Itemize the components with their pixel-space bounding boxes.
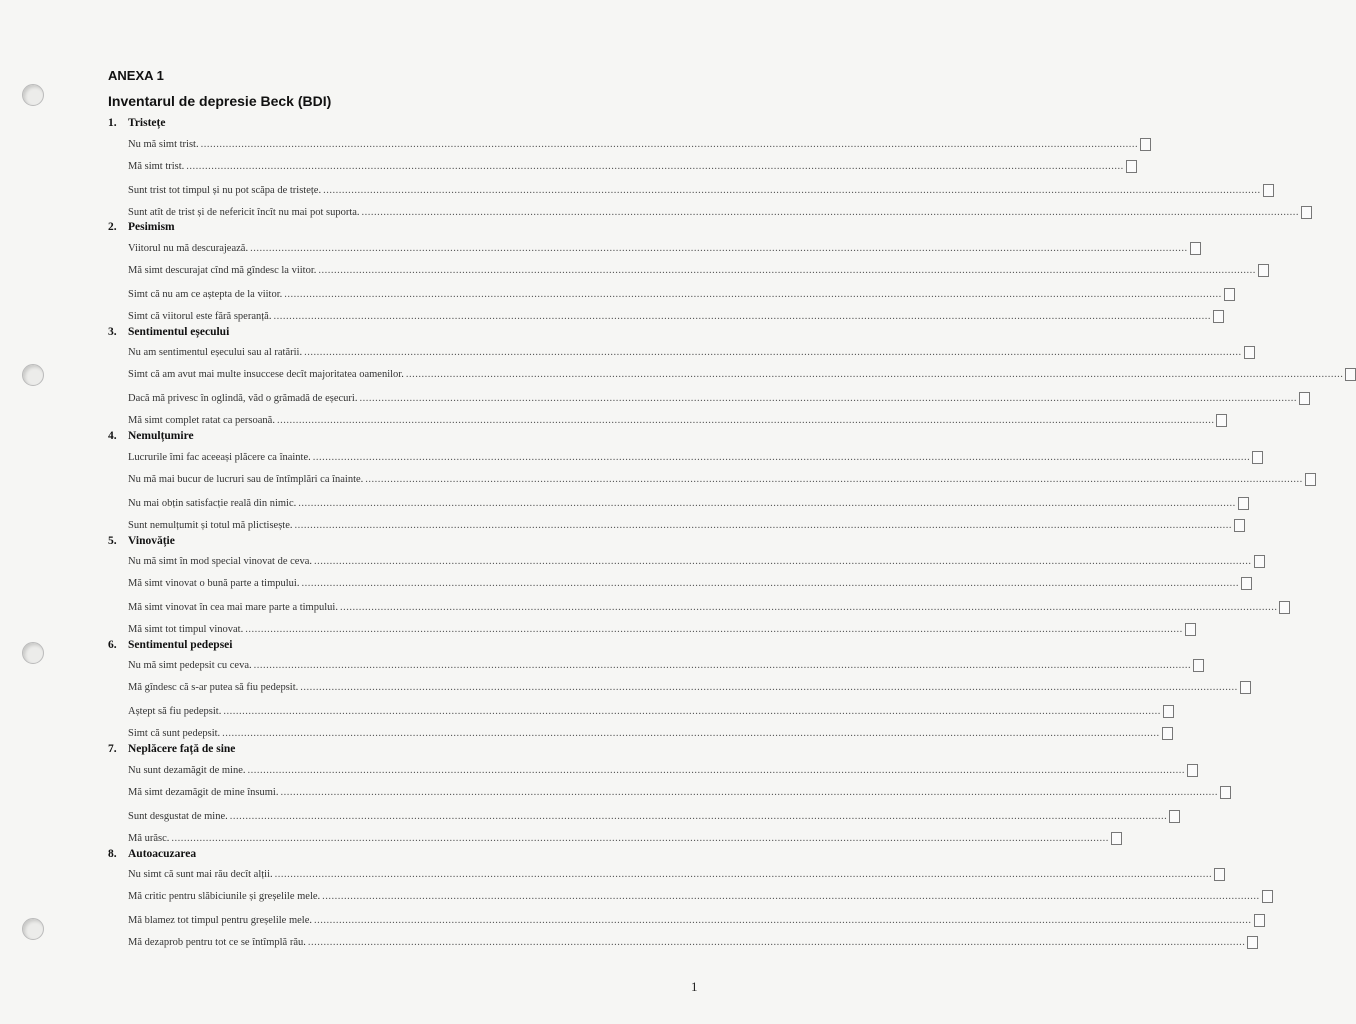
answer-text: Nu mai obțin satisfacție reală din nimic. <box>128 497 297 509</box>
dot-leader: ............................................................................................................................................................................................................................................................................................................ <box>280 786 1218 798</box>
section-title: Sentimentul eșecului <box>128 325 230 338</box>
dot-leader: ............................................................................................................................................................................................................................................................................................................ <box>250 242 1188 254</box>
answer-text: Mă blamez tot timpul pentru greșelile mele. <box>128 915 312 927</box>
answer-checkbox[interactable] <box>1299 392 1310 405</box>
answer-checkbox[interactable] <box>1252 451 1263 464</box>
dot-leader: ............................................................................................................................................................................................................................................................................................................ <box>304 347 1242 359</box>
answer-option <box>128 345 1242 361</box>
section-number: 6. <box>108 638 117 651</box>
section-title: Tristețe <box>128 117 166 129</box>
answer-checkbox[interactable] <box>1234 519 1245 532</box>
section-number: 2. <box>108 221 117 234</box>
answer-text: Lucrurile îmi fac aceeași plăcere ca înainte. <box>128 451 311 463</box>
answer-text: Mă urăsc. <box>128 832 170 844</box>
binder-hole-top <box>22 84 44 106</box>
answer-option <box>128 554 1252 570</box>
answer-option <box>128 308 1211 324</box>
answer-checkbox[interactable] <box>1241 577 1252 590</box>
answer-option <box>128 726 1160 742</box>
dot-leader: ............................................................................................................................................................................................................................................................................................................ <box>223 706 1161 718</box>
answer-option <box>128 158 1124 174</box>
answer-option <box>128 576 1239 592</box>
dot-leader: ............................................................................................................................................................................................................................................................................................................ <box>253 660 1192 672</box>
answer-checkbox[interactable] <box>1305 473 1316 486</box>
answer-text: Mă gîndesc că s-ar putea să fiu pedepsit. <box>128 682 299 694</box>
answer-text: Sunt desgustat de mine. <box>128 810 228 822</box>
answer-text: Nu am sentimentul eșecului sau al ratării. <box>128 347 303 359</box>
answer-text: Nu sunt dezamăgit de mine. <box>128 764 246 776</box>
dot-leader: ............................................................................................................................................................................................................................................................................................................ <box>323 184 1261 196</box>
section-title: Pesimism <box>128 221 175 234</box>
dot-leader: ............................................................................................................................................................................................................................................................................................................ <box>405 369 1344 381</box>
page-title: Inventarul de depresie Beck (BDI) <box>108 93 332 109</box>
answer-checkbox[interactable] <box>1216 414 1227 427</box>
answer-option <box>128 413 1215 429</box>
dot-leader: ............................................................................................................................................................................................................................................................................................................ <box>318 264 1256 276</box>
answer-text: Mă simt dezamăgit de mine însumi. <box>128 786 279 798</box>
dot-leader: ............................................................................................................................................................................................................................................................................................................ <box>274 869 1213 881</box>
answer-checkbox[interactable] <box>1254 555 1265 568</box>
answer-text: Mă simt tot timpul vinovat. <box>128 624 244 636</box>
page-number: 1 <box>691 979 698 994</box>
answer-option <box>128 136 1139 152</box>
answer-checkbox[interactable] <box>1214 868 1225 881</box>
answer-option <box>128 784 1218 800</box>
answer-text: Mă dezaprob pentru tot ce se întîmplă rău. <box>128 937 306 949</box>
answer-text: Simt că am avut mai multe insuccese decît majoritatea oamenilor. <box>128 369 404 381</box>
answer-checkbox[interactable] <box>1263 184 1274 197</box>
section-heading <box>108 534 603 548</box>
binder-hole-lower-middle <box>22 642 44 664</box>
section-heading <box>108 429 603 443</box>
answer-option <box>128 867 1213 883</box>
answer-text: Aștept să fiu pedepsit. <box>128 706 222 718</box>
section-title: Autoacuzarea <box>128 847 197 860</box>
answer-text: Sunt atît de trist și de nefericit încît nu mai pot suporta. <box>128 206 360 218</box>
section-6 <box>108 638 1238 742</box>
section-heading <box>108 116 603 130</box>
dot-leader: ............................................................................................................................................................................................................................................................................................................ <box>300 682 1238 694</box>
answer-text: Sunt trist tot timpul și nu pot scăpa de tristețe. <box>128 184 322 196</box>
section-7 <box>108 742 1218 846</box>
answer-text: Viitorul nu mă descurajează. <box>128 242 249 254</box>
answer-text: Mă simt complet ratat ca persoană. <box>128 415 275 427</box>
answer-option <box>128 286 1222 302</box>
answer-checkbox[interactable] <box>1193 659 1204 672</box>
answer-text: Mă simt descurajat cînd mă gîndesc la viitor. <box>128 264 317 276</box>
dot-leader: ............................................................................................................................................................................................................................................................................................................ <box>301 578 1239 590</box>
answer-text: Simt că viitorul este fără speranță. <box>128 310 272 322</box>
answer-checkbox[interactable] <box>1254 914 1265 927</box>
answer-text: Dacă mă privesc în oglindă, văd o grămadă de eșecuri. <box>128 393 358 405</box>
answer-checkbox[interactable] <box>1190 242 1201 255</box>
answer-text: Nu simt că sunt mai rău decît alții. <box>128 869 273 881</box>
dot-leader: ............................................................................................................................................................................................................................................................................................................ <box>307 937 1246 949</box>
answer-option <box>128 495 1236 511</box>
dot-leader: ............................................................................................................................................................................................................................................................................................................ <box>314 915 1252 927</box>
dot-leader: ............................................................................................................................................................................................................................................................................................................ <box>284 288 1222 300</box>
answer-option <box>128 808 1168 824</box>
answer-option <box>128 830 1109 846</box>
answer-text: Mă simt vinovat o bună parte a timpului. <box>128 578 300 590</box>
questionnaire <box>108 116 1344 951</box>
answer-checkbox[interactable] <box>1238 497 1249 510</box>
section-8 <box>108 847 1260 951</box>
answer-option <box>128 680 1238 696</box>
section-heading <box>108 325 603 339</box>
answer-option <box>128 762 1186 778</box>
binder-hole-upper-middle <box>22 364 44 386</box>
answer-option <box>128 913 1252 929</box>
answer-text: Nu mă simt trist. <box>128 138 199 150</box>
answer-text: Nu mă simt în mod special vinovat de ceva. <box>128 556 312 568</box>
answer-option <box>128 704 1161 720</box>
answer-checkbox[interactable] <box>1169 810 1180 823</box>
dot-leader: ............................................................................................................................................................................................................................................................................................................ <box>365 473 1303 485</box>
section-number: 5. <box>108 534 117 547</box>
dot-leader: ............................................................................................................................................................................................................................................................................................................ <box>359 393 1297 405</box>
answer-option <box>128 262 1256 278</box>
dot-leader: ............................................................................................................................................................................................................................................................................................................ <box>361 206 1300 218</box>
answer-text: Nu mă mai bucur de lucruri sau de întîmplări ca înainte. <box>128 473 364 485</box>
section-4 <box>108 429 1303 533</box>
section-title: Vinovăție <box>128 534 175 547</box>
section-number: 4. <box>108 430 117 443</box>
answer-checkbox[interactable] <box>1220 786 1231 799</box>
answer-checkbox[interactable] <box>1301 206 1312 219</box>
answer-checkbox[interactable] <box>1240 681 1251 694</box>
dot-leader: ............................................................................................................................................................................................................................................................................................................ <box>276 415 1215 427</box>
answer-checkbox[interactable] <box>1187 764 1198 777</box>
answer-checkbox[interactable] <box>1185 623 1196 636</box>
section-1 <box>108 116 1300 220</box>
dot-leader: ............................................................................................................................................................................................................................................................................................................ <box>222 728 1160 740</box>
answer-option <box>128 204 1300 220</box>
dot-leader: ............................................................................................................................................................................................................................................................................................................ <box>245 624 1183 636</box>
answer-option <box>128 391 1297 407</box>
dot-leader: ............................................................................................................................................................................................................................................................................................................ <box>171 832 1109 844</box>
answer-checkbox[interactable] <box>1244 346 1255 359</box>
section-title: Sentimentul pedepsei <box>128 638 233 651</box>
section-number: 8. <box>108 847 117 860</box>
dot-leader: ............................................................................................................................................................................................................................................................................................................ <box>322 891 1260 903</box>
answer-option <box>128 935 1246 951</box>
answer-option <box>128 658 1192 674</box>
annex-label: ANEXA 1 <box>108 68 164 83</box>
section-title: Nemulțumire <box>128 430 194 443</box>
answer-option <box>128 240 1188 256</box>
answer-option <box>128 517 1232 533</box>
dot-leader: ............................................................................................................................................................................................................................................................................................................ <box>339 602 1278 614</box>
answer-checkbox[interactable] <box>1262 890 1273 903</box>
answer-option <box>128 471 1303 487</box>
dot-leader: ............................................................................................................................................................................................................................................................................................................ <box>312 451 1251 463</box>
answer-text: Mă simt trist. <box>128 160 185 172</box>
answer-text: Simt că sunt pedepsit. <box>128 728 221 740</box>
answer-option <box>128 182 1261 198</box>
section-number: 3. <box>108 325 117 338</box>
dot-leader: ............................................................................................................................................................................................................................................................................................................ <box>247 764 1186 776</box>
section-number: 1. <box>108 117 117 129</box>
section-5 <box>108 534 1278 638</box>
answer-option <box>128 600 1278 616</box>
section-3 <box>108 325 1344 429</box>
answer-checkbox[interactable] <box>1279 601 1290 614</box>
answer-checkbox[interactable] <box>1162 727 1173 740</box>
section-heading <box>108 847 603 861</box>
answer-text: Mă critic pentru slăbiciunile și greșelile mele. <box>128 891 321 903</box>
answer-checkbox[interactable] <box>1213 310 1224 323</box>
dot-leader: ............................................................................................................................................................................................................................................................................................................ <box>298 497 1236 509</box>
answer-text: Mă simt vinovat în cea mai mare parte a timpului. <box>128 602 338 614</box>
dot-leader: ............................................................................................................................................................................................................................................................................................................ <box>294 519 1232 531</box>
dot-leader: ............................................................................................................................................................................................................................................................................................................ <box>229 810 1168 822</box>
answer-checkbox[interactable] <box>1111 832 1122 845</box>
answer-option <box>128 367 1344 383</box>
answer-text: Nu mă simt pedepsit cu ceva. <box>128 660 252 672</box>
answer-checkbox[interactable] <box>1224 288 1235 301</box>
dot-leader: ............................................................................................................................................................................................................................................................................................................ <box>186 160 1124 172</box>
section-heading <box>108 742 603 756</box>
answer-option <box>128 449 1251 465</box>
answer-checkbox[interactable] <box>1345 368 1356 381</box>
answer-checkbox[interactable] <box>1140 138 1151 151</box>
answer-option <box>128 889 1260 905</box>
binder-hole-bottom <box>22 918 44 940</box>
answer-checkbox[interactable] <box>1258 264 1269 277</box>
section-number: 7. <box>108 743 117 756</box>
dot-leader: ............................................................................................................................................................................................................................................................................................................ <box>200 138 1139 150</box>
dot-leader: ............................................................................................................................................................................................................................................................................................................ <box>314 556 1252 568</box>
answer-text: Sunt nemulțumit și totul mă plictisește. <box>128 519 293 531</box>
dot-leader: ............................................................................................................................................................................................................................................................................................................ <box>273 310 1211 322</box>
answer-text: Simt că nu am ce aștepta de la viitor. <box>128 288 283 300</box>
section-heading <box>108 220 603 234</box>
answer-checkbox[interactable] <box>1126 160 1137 173</box>
answer-checkbox[interactable] <box>1247 936 1258 949</box>
section-2 <box>108 220 1256 324</box>
section-title: Neplăcere față de sine <box>128 743 236 756</box>
answer-checkbox[interactable] <box>1163 705 1174 718</box>
section-heading <box>108 638 603 652</box>
answer-option <box>128 622 1183 638</box>
